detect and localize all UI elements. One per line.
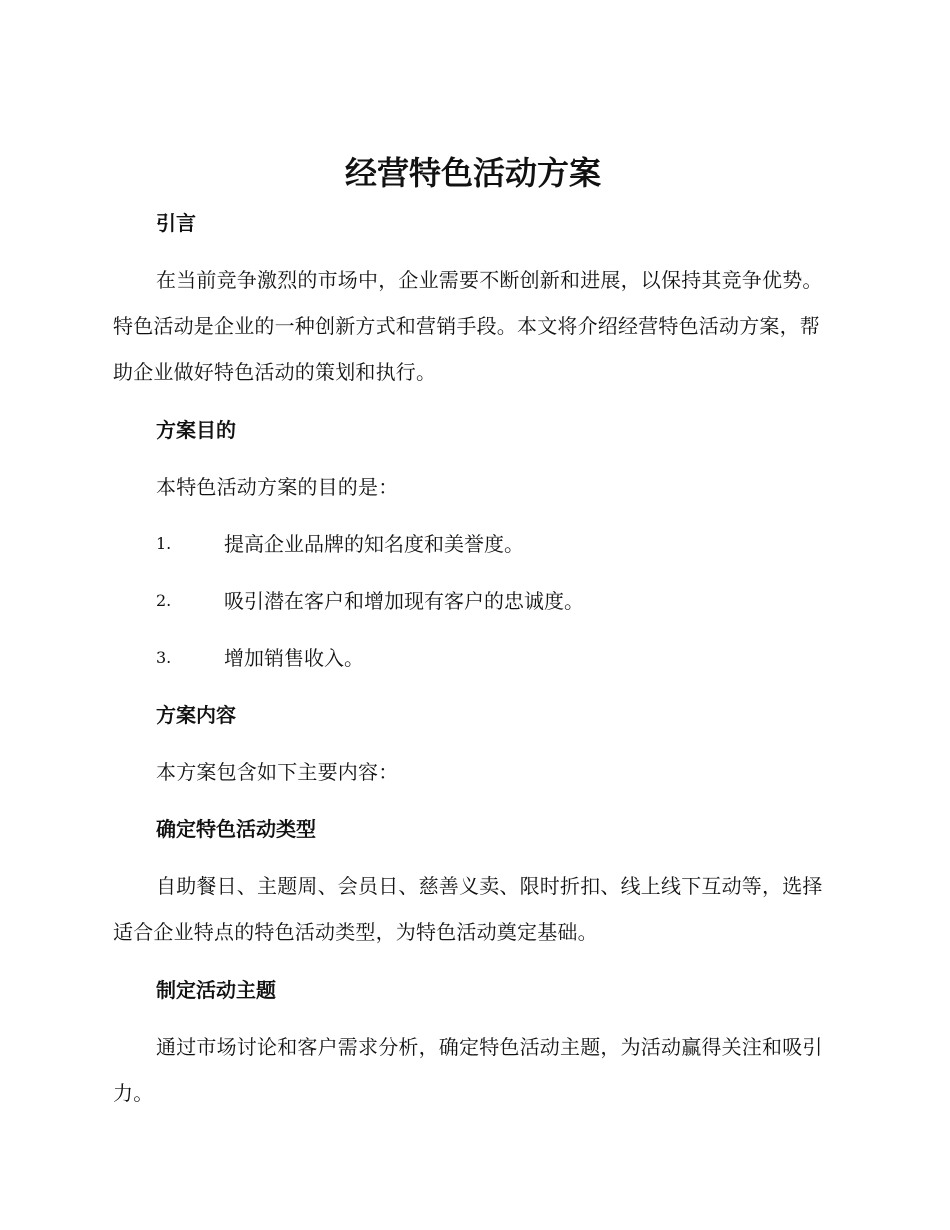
heading-activity-type: 确定特色活动类型 xyxy=(156,817,316,841)
list-item xyxy=(113,529,833,559)
paragraph-content-lead: 本方案包含如下主要内容： xyxy=(156,760,399,784)
list-item xyxy=(113,643,833,673)
list-item-number: 1. xyxy=(156,534,172,553)
list-item-number: 2. xyxy=(156,591,172,610)
list-item-text: 吸引潜在客户和增加现有客户的忠诚度。 xyxy=(224,589,584,613)
heading-activity-theme: 制定活动主题 xyxy=(156,978,276,1002)
paragraph-intro: 在当前竞争激烈的市场中，企业需要不断创新和进展，以保持其竞争优势。特色活动是企业的一种创新方式和营销手段。本文将介绍经营特色活动方案，帮助企业做好特色活动的策划和执行。 xyxy=(113,268,823,384)
paragraph-purpose-lead: 本特色活动方案的目的是： xyxy=(156,475,399,499)
paragraph-activity-theme: 通过市场讨论和客户需求分析，确定特色活动主题，为活动赢得关注和吸引力。 xyxy=(113,1035,823,1105)
list-item-number: 3. xyxy=(156,648,172,667)
document-body xyxy=(113,150,833,1116)
heading-content: 方案内容 xyxy=(156,703,236,727)
heading-purpose: 方案目的 xyxy=(156,418,236,442)
list-item-text: 增加销售收入。 xyxy=(224,646,364,670)
document-title: 经营特色活动方案 xyxy=(344,154,601,192)
heading-intro: 引言 xyxy=(156,211,196,235)
list-item xyxy=(113,586,833,616)
paragraph-activity-type: 自助餐日、主题周、会员日、慈善义卖、限时折扣、线上线下互动等，选择适合企业特点的特色活动类型，为特色活动奠定基础。 xyxy=(113,874,823,944)
purpose-list xyxy=(113,529,833,673)
list-item-text: 提高企业品牌的知名度和美誉度。 xyxy=(224,532,524,556)
